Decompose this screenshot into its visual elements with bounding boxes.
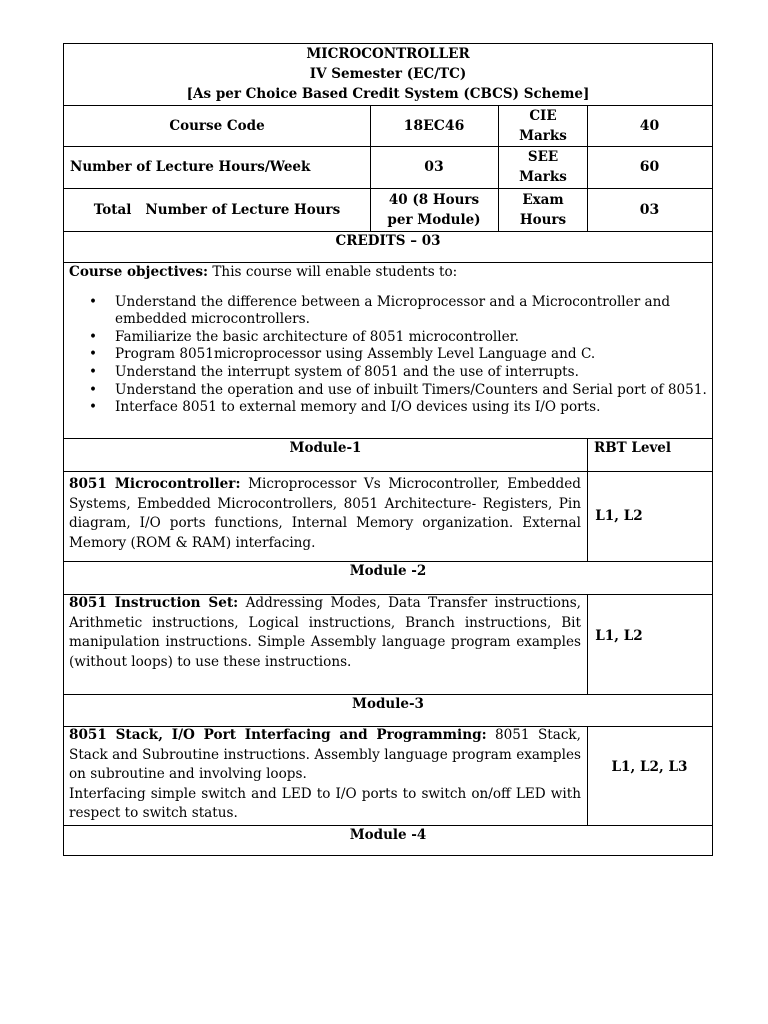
list-item: • Program 8051microprocessor using Assembly Level Language and C. (89, 346, 596, 363)
list-item: • Understand the difference between a Microprocessor and a Microcontroller and embedded microcontrollers. (89, 293, 671, 328)
module-2-rbt: L1, L2 (595, 627, 643, 644)
course-title: MICROCONTROLLER (306, 46, 470, 62)
list-item: • Familiarize the basic architecture of 8051 microcontroller. (89, 328, 519, 345)
module-3-rbt: L1, L2, L3 (611, 759, 688, 775)
module-1-content: 8051 Microcontroller: Microprocessor Vs Microcontroller, Embedded Systems, Embedded Microcontrollers, 8051 Architecture- Registers, Pin diagram, I/O ports functions, Internal Memory organization. External Memory (ROM & RAM) interfacing. (69, 476, 581, 551)
see-marks-value: 60 (639, 159, 660, 175)
lecture-hours-value: 03 (424, 159, 444, 175)
module-2-content: 8051 Instruction Set: Addressing Modes, Data Transfer instructions, Arithmetic instructions, Logical instructions, Branch instructions, Bit manipulation instructions. Simple Assembly language program examples (without loops) to use these instructions. (69, 595, 581, 670)
course-objectives (69, 264, 709, 439)
list-item: • Understand the interrupt system of 8051 and the use of interrupts. (89, 363, 579, 380)
module-1-heading: Module-1 (289, 440, 362, 456)
list-item: • Interface 8051 to external memory and I/O devices using its I/O ports. (89, 399, 601, 416)
credits: CREDITS – 03 (335, 233, 441, 249)
objectives-label: Course objectives: (69, 264, 209, 280)
exam-hours-label: Exam Hours (519, 191, 567, 228)
module-4-heading: Module -4 (349, 827, 427, 843)
list-item: • Understand the operation and use of inbuilt Timers/Counters and Serial port of 8051. (89, 381, 707, 398)
syllabus-table (63, 43, 713, 856)
objectives-heading (69, 264, 709, 282)
total-hours-value: 40 (8 Hours per Module) (387, 191, 481, 228)
lecture-hours-label: Number of Lecture Hours/Week (70, 159, 311, 175)
course-code-value: 18EC46 (403, 117, 465, 134)
objectives-intro: This course will enable students to: (208, 264, 458, 280)
title-block (64, 44, 712, 105)
see-marks-label: SEE Marks (519, 149, 567, 185)
course-code-label: Course Code (169, 117, 265, 134)
rbt-level-header: RBT Level (594, 440, 672, 456)
total-hours-label: Total Number of Lecture Hours (93, 201, 341, 218)
cie-marks-label: CIE Marks (519, 107, 567, 144)
scheme-line: [As per Choice Based Credit System (CBCS) Scheme] (186, 86, 590, 102)
module-1-rbt: L1, L2 (595, 508, 643, 524)
module-3-heading: Module-3 (352, 696, 424, 712)
cie-marks-value: 40 (639, 117, 660, 134)
module-2-heading: Module -2 (349, 563, 427, 579)
module-3-content: 8051 Stack, I/O Port Interfacing and Programming: 8051 Stack, Stack and Subroutine instructions. Assembly language program examples on subroutine and involving loops. Interfacing simple switch and LED to I/O ports to switch on/off LED with respect to switch status. (69, 727, 581, 822)
objectives-list (69, 294, 709, 417)
semester-line: IV Semester (EC/TC) (309, 66, 467, 82)
exam-hours-value: 03 (639, 201, 660, 218)
